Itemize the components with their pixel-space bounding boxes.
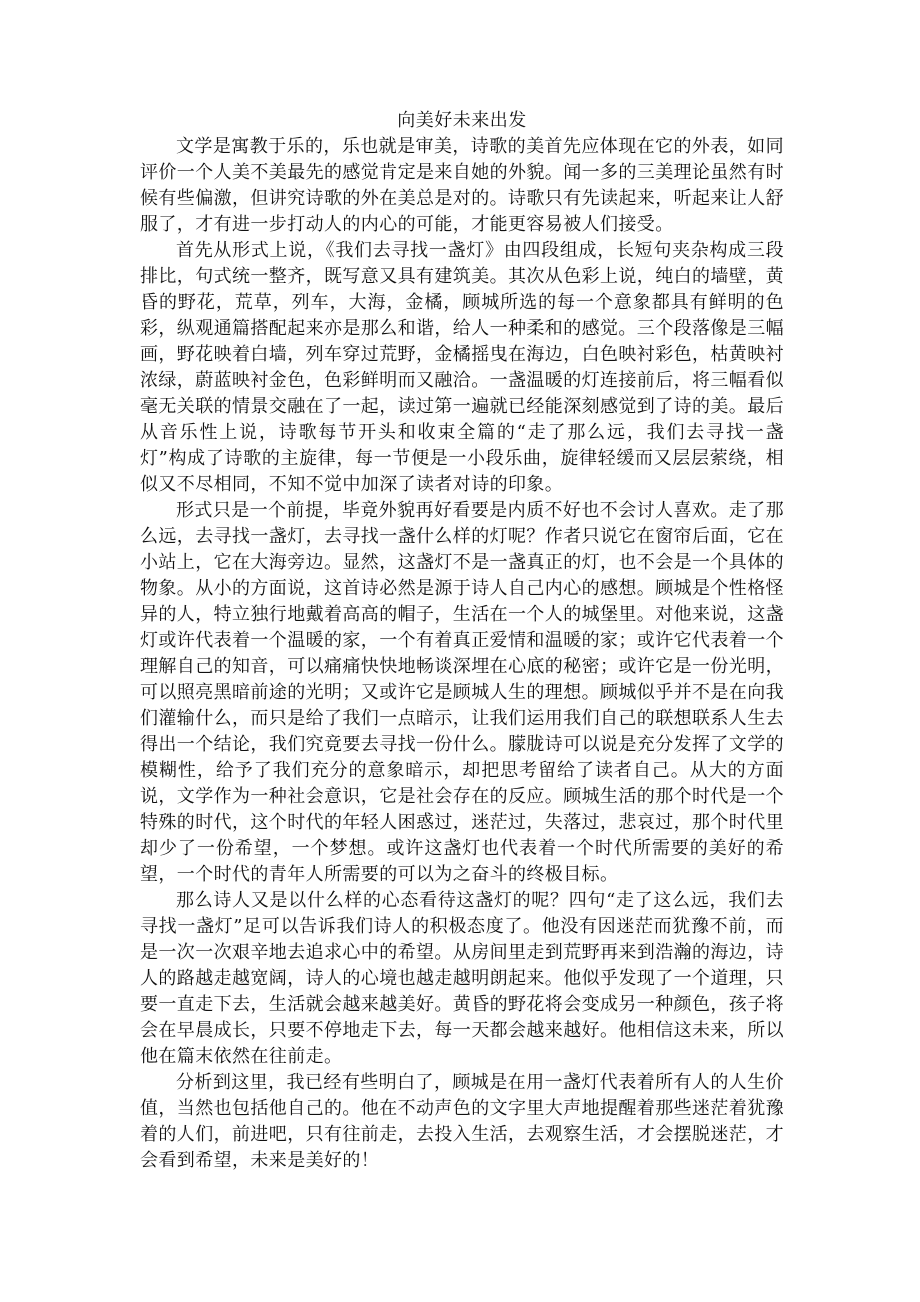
document-title: 向美好未来出发	[397, 110, 527, 131]
paragraph-4: 那么诗人又是以什么样的心态看待这盏灯的呢？四句“走了这么远，我们去寻找一盏灯”足可以告诉我们诗人的积极态度了。他没有因迷茫而犹豫不前，而是一次一次艰辛地去追求心中的希望。从房间里走到荒野再来到浩瀚的海边，诗人的路越走越宽阔，诗人的心境也越走越明朗起来。他似乎发现了一个道理，只要一直走下去，生活就会越来越美好。黄昏的野花将会变成另一种颜色，孩子将会在早晨成长，只要不停地走下去，每一天都会越来越好。他相信这未来，所以他在篇末依然在往前走。	[140, 890, 784, 1067]
paragraph-2: 首先从形式上说，《我们去寻找一盏灯》由四段组成，长短句夹杂构成三段排比，句式统一整齐，既写意又具有建筑美。其次从色彩上说，纯白的墙壁，黄昏的野花，荒草，列车，大海，金橘，顾城所选的每一个意象都具有鲜明的色彩，纵观通篇搭配起来亦是那么和谐，给人一种柔和的感觉。三个段落像是三幅画，野花映着白墙，列车穿过荒野，金橘摇曳在海边，白色映衬彩色，枯黄映衬浓绿，蔚蓝映衬金色，色彩鲜明而又融洽。一盏温暖的灯连接前后，将三幅看似毫无关联的情景交融在了一起，读过第一遍就已经能深刻感觉到了诗的美。最后从音乐性上说，诗歌每节开头和收束全篇的“走了那么远，我们去寻找一盏灯”构成了诗歌的主旋律，每一节便是一小段乐曲，旋律轻缓而又层层萦绕，相似又不尽相同，不知不觉中加深了读者对诗的印象。	[140, 240, 784, 495]
paragraph-5: 分析到这里，我已经有些明白了，顾城是在用一盏灯代表着所有人的人生价值，当然也包括他自己的。他在不动声色的文字里大声地提醒着那些迷茫着犹豫着的人们，前进吧，只有往前走，去投入生活，去观察生活，才会摆脱迷茫，才会看到希望，未来是美好的！	[140, 1072, 784, 1171]
paragraph-1: 文学是寓教于乐的，乐也就是审美，诗歌的美首先应体现在它的外表，如同评价一个人美不美最先的感觉肯定是来自她的外貌。闻一多的三美理论虽然有时候有些偏激，但讲究诗歌的外在美总是对的。诗歌只有先读起来，听起来让人舒服了，才有进一步打动人的内心的可能，才能更容易被人们接受。	[140, 136, 784, 235]
document-page	[140, 108, 784, 1174]
paragraph-3: 形式只是一个前提，毕竟外貌再好看要是内质不好也不会讨人喜欢。走了那么远，去寻找一盏灯，去寻找一盏什么样的灯呢？作者只说它在窗帘后面，它在小站上，它在大海旁边。显然，这盏灯不是一盏真正的灯，也不会是一个具体的物象。从小的方面说，这首诗必然是源于诗人自己内心的感想。顾城是个性格怪异的人，特立独行地戴着高高的帽子，生活在一个人的城堡里。对他来说，这盏灯或许代表着一个温暖的家，一个有着真正爱情和温暖的家；或许它代表着一个理解自己的知音，可以痛痛快快地畅谈深埋在心底的秘密；或许它是一份光明，可以照亮黑暗前途的光明；又或许它是顾城人生的理想。顾城似乎并不是在向我们灌输什么，而只是给了我们一点暗示，让我们运用我们自己的联想联系人生去得出一个结论，我们究竟要去寻找一份什么。朦胧诗可以说是充分发挥了文学的模糊性，给予了我们充分的意象暗示，却把思考留给了读者自己。从大的方面说，文学作为一种社会意识，它是社会存在的反应。顾城生活的那个时代是一个特殊的时代，这个时代的年轻人困惑过，迷茫过，失落过，悲哀过，那个时代里却少了一份希望，一个梦想。或许这盏灯也代表着一个时代所需要的美好的希望，一个时代的青年人所需要的可以为之奋斗的终极目标。	[140, 500, 784, 885]
